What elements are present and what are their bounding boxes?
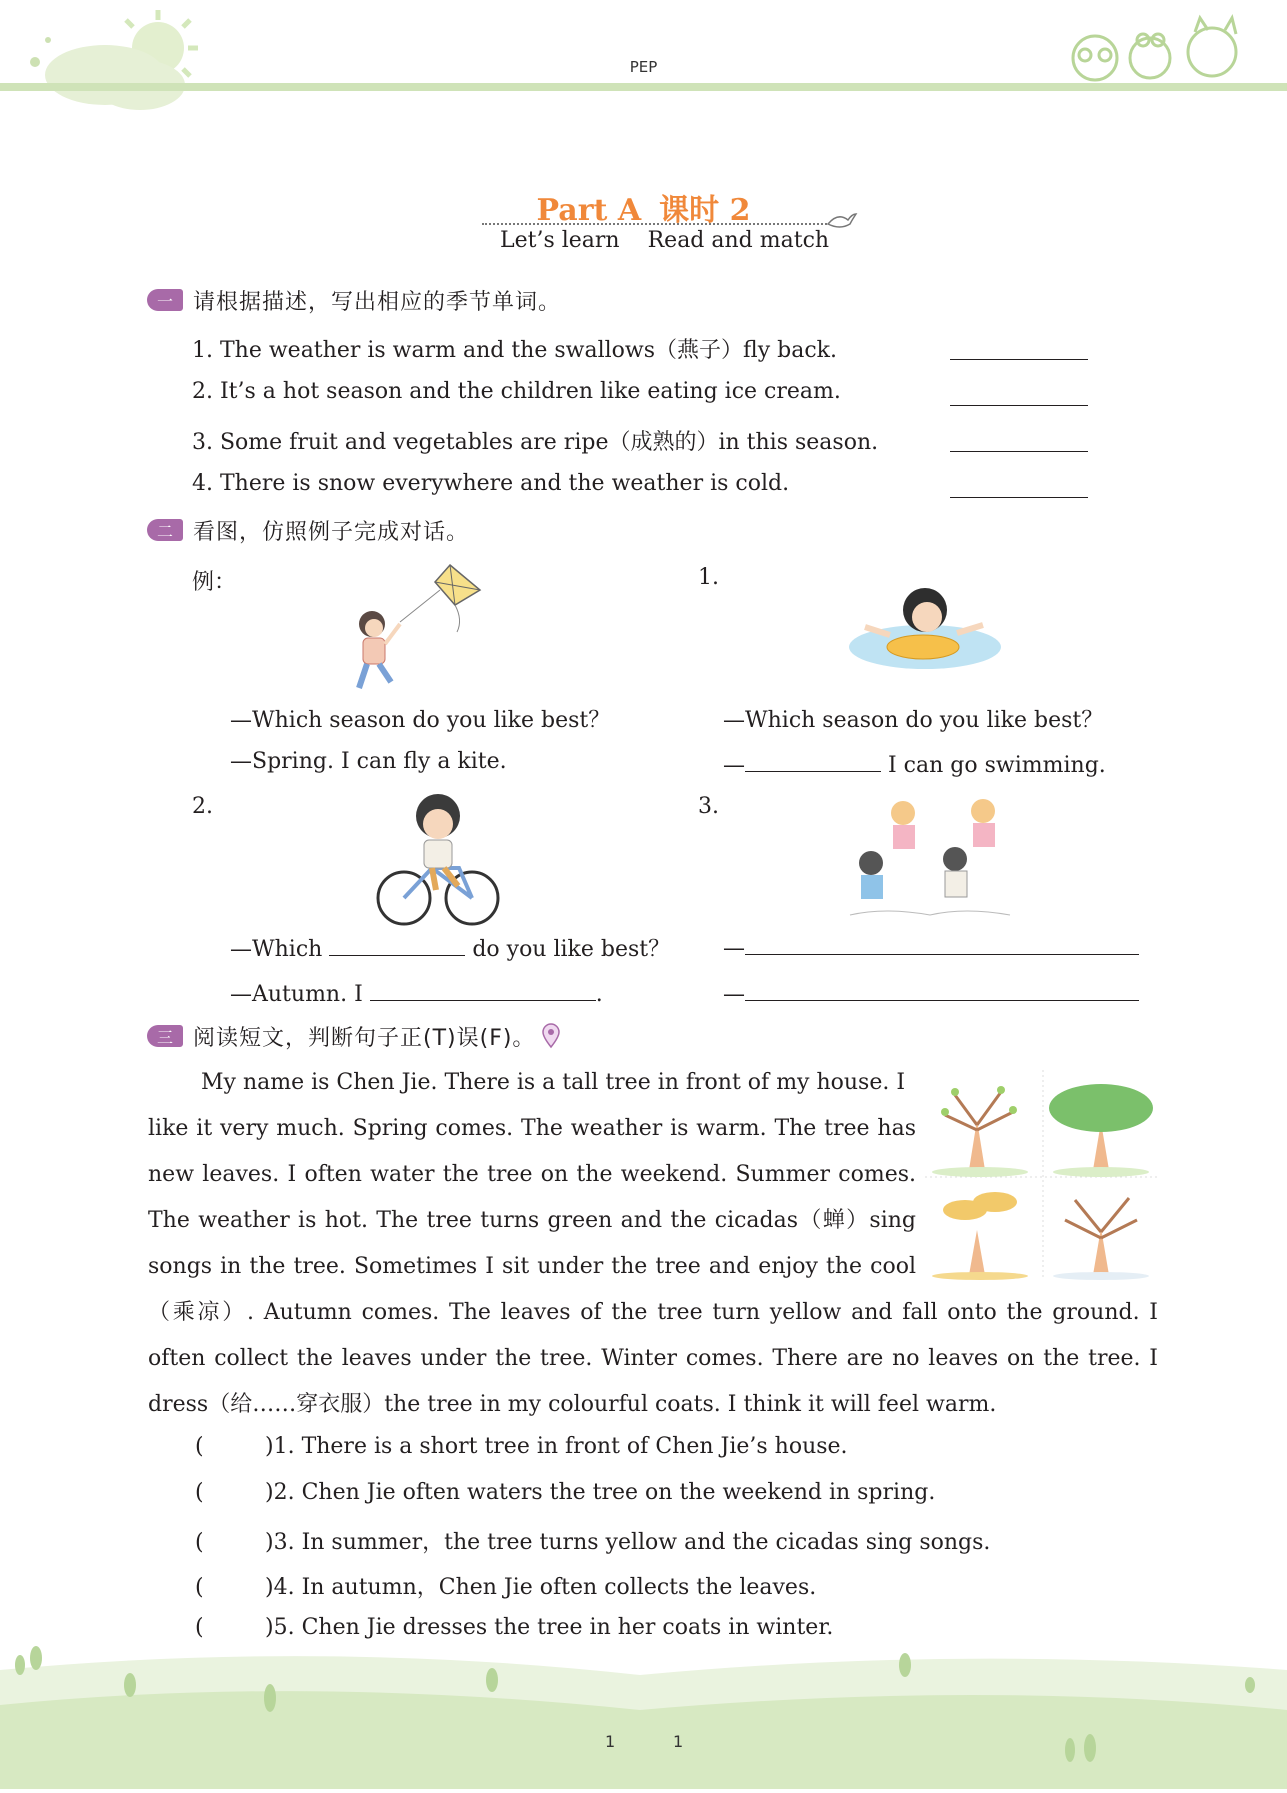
s1-answer-blank-2[interactable]	[950, 405, 1088, 406]
s1-item-4: 4. There is snow everywhere and the weather is cold.	[192, 471, 790, 496]
header-band	[0, 83, 1287, 91]
item2-answer-blank[interactable]	[370, 978, 596, 1001]
example-question: —Which season do you like best？	[230, 708, 611, 733]
page-number-right: 1	[673, 1732, 684, 1751]
tf-statement-4	[195, 1570, 816, 1601]
item1-answer-tail: I can go swimming.	[888, 753, 1106, 778]
passage-line-3: new leaves. I often water the tree on the weekend. Summer comes.	[148, 1162, 916, 1187]
passage-line-4: The weather is hot. The tree turns green and the cicadas（蝉）sing	[148, 1208, 916, 1233]
item1-label: 1.	[698, 565, 719, 590]
tf-answer-slot-5[interactable]: (	[195, 1615, 204, 1640]
item3-dash-2: —	[723, 982, 745, 1007]
four-seasons-tree-illustration	[925, 1070, 1160, 1284]
page-number-left: 1	[605, 1732, 616, 1751]
bird-icon	[826, 210, 858, 236]
s1-item-3: 3. Some fruit and vegetables are ripe（成熟的）in this season.	[192, 430, 879, 455]
s1-answer-blank-1[interactable]	[950, 359, 1088, 360]
item2-question-blank[interactable]	[329, 933, 465, 956]
section1-badge: 一	[147, 289, 183, 311]
footer-landscape	[0, 1630, 1287, 1789]
s1-answer-blank-4[interactable]	[950, 497, 1088, 498]
item3-answer-line	[723, 978, 1139, 1007]
passage-top	[148, 1060, 916, 1290]
title-divider	[482, 223, 827, 225]
subtitle-read-match: Read and match	[647, 228, 830, 253]
subtitle-lets-learn: Let’s learn	[500, 228, 620, 253]
tf-answer-slot-1[interactable]: (	[195, 1434, 204, 1459]
item3-question-line	[723, 932, 1139, 961]
item3-dash-1: —	[723, 936, 745, 961]
section1-instruction: 请根据描述，写出相应的季节单词。	[193, 289, 562, 315]
item1-question: —Which season do you like best？	[723, 708, 1104, 733]
tf-statement-2	[195, 1480, 935, 1505]
item1-answer-blank[interactable]	[745, 749, 881, 772]
tf-answer-slot-3[interactable]: (	[195, 1530, 204, 1555]
item2-question-head: —Which	[230, 937, 323, 962]
passage-bottom	[148, 1290, 1158, 1428]
location-pin-icon	[541, 1023, 561, 1049]
section3-instruction: 阅读短文，判断句子正(T)误(F)。	[193, 1025, 536, 1051]
hills-art	[0, 1630, 1287, 1789]
section2-badge: 二	[147, 519, 183, 541]
passage-line-5: songs in the tree. Sometimes I sit under the tree and enjoy the cool	[148, 1254, 916, 1279]
section2-instruction: 看图，仿照例子完成对话。	[193, 519, 470, 545]
item2-label: 2.	[192, 794, 213, 819]
lesson-subtitle	[500, 228, 829, 253]
tf-text-5: )5. Chen Jie dresses the tree in her coats in winter.	[265, 1615, 834, 1640]
tf-text-2: )2. Chen Jie often waters the tree on the weekend in spring.	[265, 1480, 936, 1505]
example-label: 例：	[192, 570, 237, 595]
swimming-girl-illustration	[845, 585, 1005, 679]
s1-item-2: 2. It’s a hot season and the children like eating ice cream.	[192, 379, 841, 404]
tf-statement-3	[195, 1525, 990, 1556]
summer-tree-icon	[1049, 1084, 1153, 1177]
tf-statement-1	[195, 1434, 848, 1459]
item2-answer-head: —Autumn. I	[230, 982, 363, 1007]
example-answer: —Spring. I can fly a kite.	[230, 749, 507, 774]
item2-question-tail: do you like best？	[472, 937, 671, 962]
passage-line-2: like it very much. Spring comes. The weather is warm. The tree has	[148, 1116, 916, 1141]
s1-answer-blank-3[interactable]	[950, 451, 1088, 452]
passage-line-8: dress（给……穿衣服）the tree in my colourful coats. I think it will feel warm.	[148, 1392, 997, 1417]
passage-line-7: often collect the leaves under the tree. Winter comes. There are no leaves on the tree. I	[148, 1346, 1158, 1371]
passage-line-1: My name is Chen Jie. There is a tall tree in front of my house. I	[201, 1070, 906, 1095]
section1-header	[147, 286, 561, 314]
item3-label: 3.	[698, 794, 719, 819]
section2-header	[147, 516, 469, 544]
cycling-boy-illustration	[374, 790, 504, 934]
winter-tree-icon	[1053, 1198, 1149, 1280]
snowball-kids-illustration	[845, 795, 1015, 929]
item3-question-blank[interactable]	[745, 932, 1139, 955]
item2-answer-tail: .	[595, 982, 603, 1007]
s1-item-1: 1. The weather is warm and the swallows（燕子）fly back.	[192, 338, 837, 363]
tf-answer-slot-4[interactable]: (	[195, 1575, 204, 1600]
lesson-label: 课时 2	[659, 193, 751, 228]
tf-answer-slot-2[interactable]: (	[195, 1480, 204, 1505]
item2-question-line	[230, 932, 670, 963]
tf-text-4: )4. In autumn，Chen Jie often collects the leaves.	[265, 1575, 817, 1600]
autumn-tree-icon	[932, 1192, 1028, 1280]
tf-text-3: )3. In summer，the tree turns yellow and the cicadas sing songs.	[265, 1530, 991, 1555]
item2-answer-line	[230, 978, 603, 1007]
kite-boy-illustration	[345, 560, 485, 704]
item3-answer-blank[interactable]	[745, 978, 1139, 1001]
spring-tree-icon	[932, 1086, 1028, 1177]
section3-header	[147, 1022, 561, 1050]
item1-dash: —	[723, 753, 745, 778]
series-label: PEP	[629, 58, 658, 76]
passage-line-6: （乘凉）. Autumn comes. The leaves of the tree turn yellow and fall onto the ground. I	[148, 1300, 1158, 1325]
tf-text-1: )1. There is a short tree in front of Chen Jie’s house.	[265, 1434, 848, 1459]
part-label: Part A	[536, 193, 642, 228]
section3-badge: 三	[147, 1025, 183, 1047]
item1-answer-line	[723, 749, 1106, 778]
